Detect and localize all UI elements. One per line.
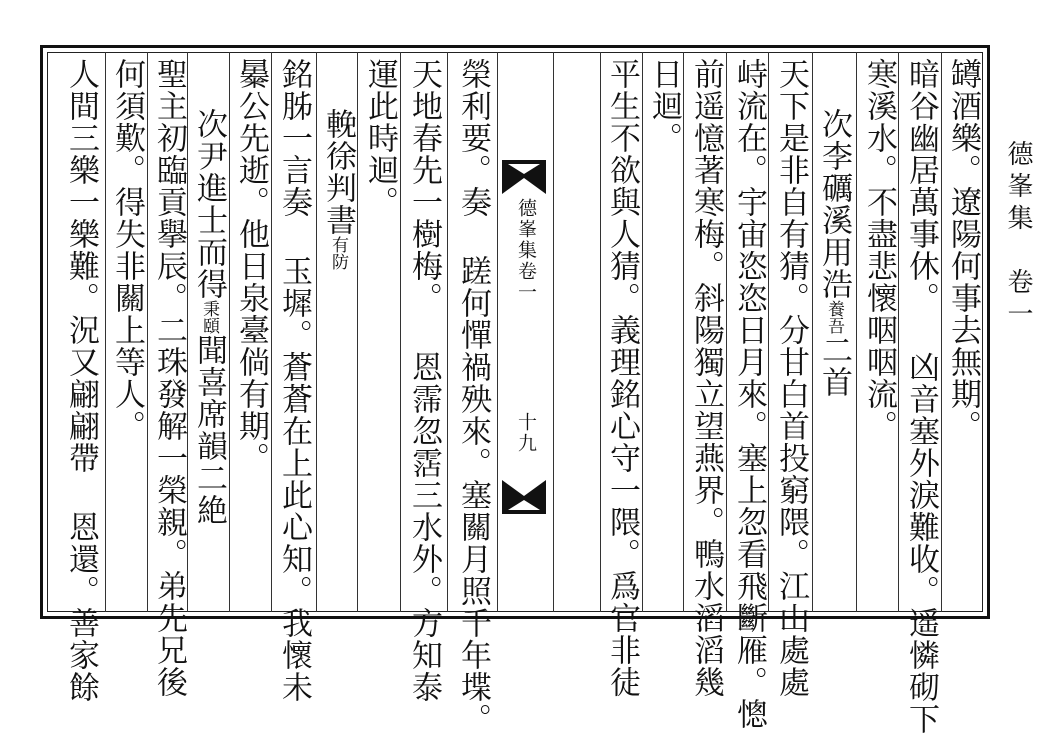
margin-title-text: 德峯集: [1003, 140, 1033, 236]
text-column-15: 㬥公先逝。他日泉臺倘有期。: [233, 58, 269, 474]
poem-heading-xu: 輓徐判書有防: [320, 108, 356, 270]
text-column-18: 何須歎。得失非關上等人。: [109, 58, 145, 442]
fish-tail-upper-ornament: [502, 160, 546, 194]
fish-tail-lower-ornament: [502, 480, 546, 514]
text-column-12: 運此時迴。: [362, 58, 398, 218]
poem-heading-li: 次李礪溪用浩養吾二首: [816, 108, 852, 398]
text-column-19: 人間三樂一樂難。況又翩翩帶 恩還。善家餘: [63, 58, 99, 703]
text-column-10: 榮利要。奏 蹉何憚禍殃來。塞關月照千年堞。: [455, 58, 491, 735]
text-column-17: 聖主初臨貢擧辰。二珠發解一榮親。弟先兄後: [151, 58, 187, 698]
text-column-1: 罇酒樂。遼陽何事去無期。: [945, 58, 981, 442]
poem-heading-yun: 次尹進士而得秉頤聞喜席韻二絶: [191, 108, 227, 526]
text-column-3: 寒溪水。不盡悲懷咽咽流。: [861, 58, 897, 442]
margin-book-title: [1000, 140, 1037, 332]
text-column-8: 日迴。: [646, 58, 682, 154]
margin-volume-text: 卷一: [1003, 268, 1033, 332]
text-column-6: 峙流在。宇宙恣恣日月來。塞上忽看飛斷雁。憁: [731, 58, 767, 730]
text-column-5: 天下是非自有猜。分甘白首投窮隈。江山處處: [773, 58, 809, 698]
text-column-2: 暗谷幽居萬事休。 凶音塞外淚難收。遥憐砌下: [903, 58, 939, 735]
text-column-14: 銘胏一言奏 玉墀。蒼蒼在上此心知。我懷未: [276, 58, 312, 703]
text-column-9: 平生不欲與人猜。義理銘心守一隈。爲官非徒: [604, 58, 640, 698]
text-column-7: 前遥憶著寒梅。斜陽獨立望燕界。鴨水滔滔幾: [688, 58, 724, 698]
text-column-11: 天地春先一樹梅。 恩霈忽霑三水外。方知泰: [406, 58, 442, 703]
center-book-volume: 德峯集卷一: [515, 198, 537, 303]
center-page-number: 十九: [515, 412, 537, 454]
center-fold: [497, 52, 553, 612]
